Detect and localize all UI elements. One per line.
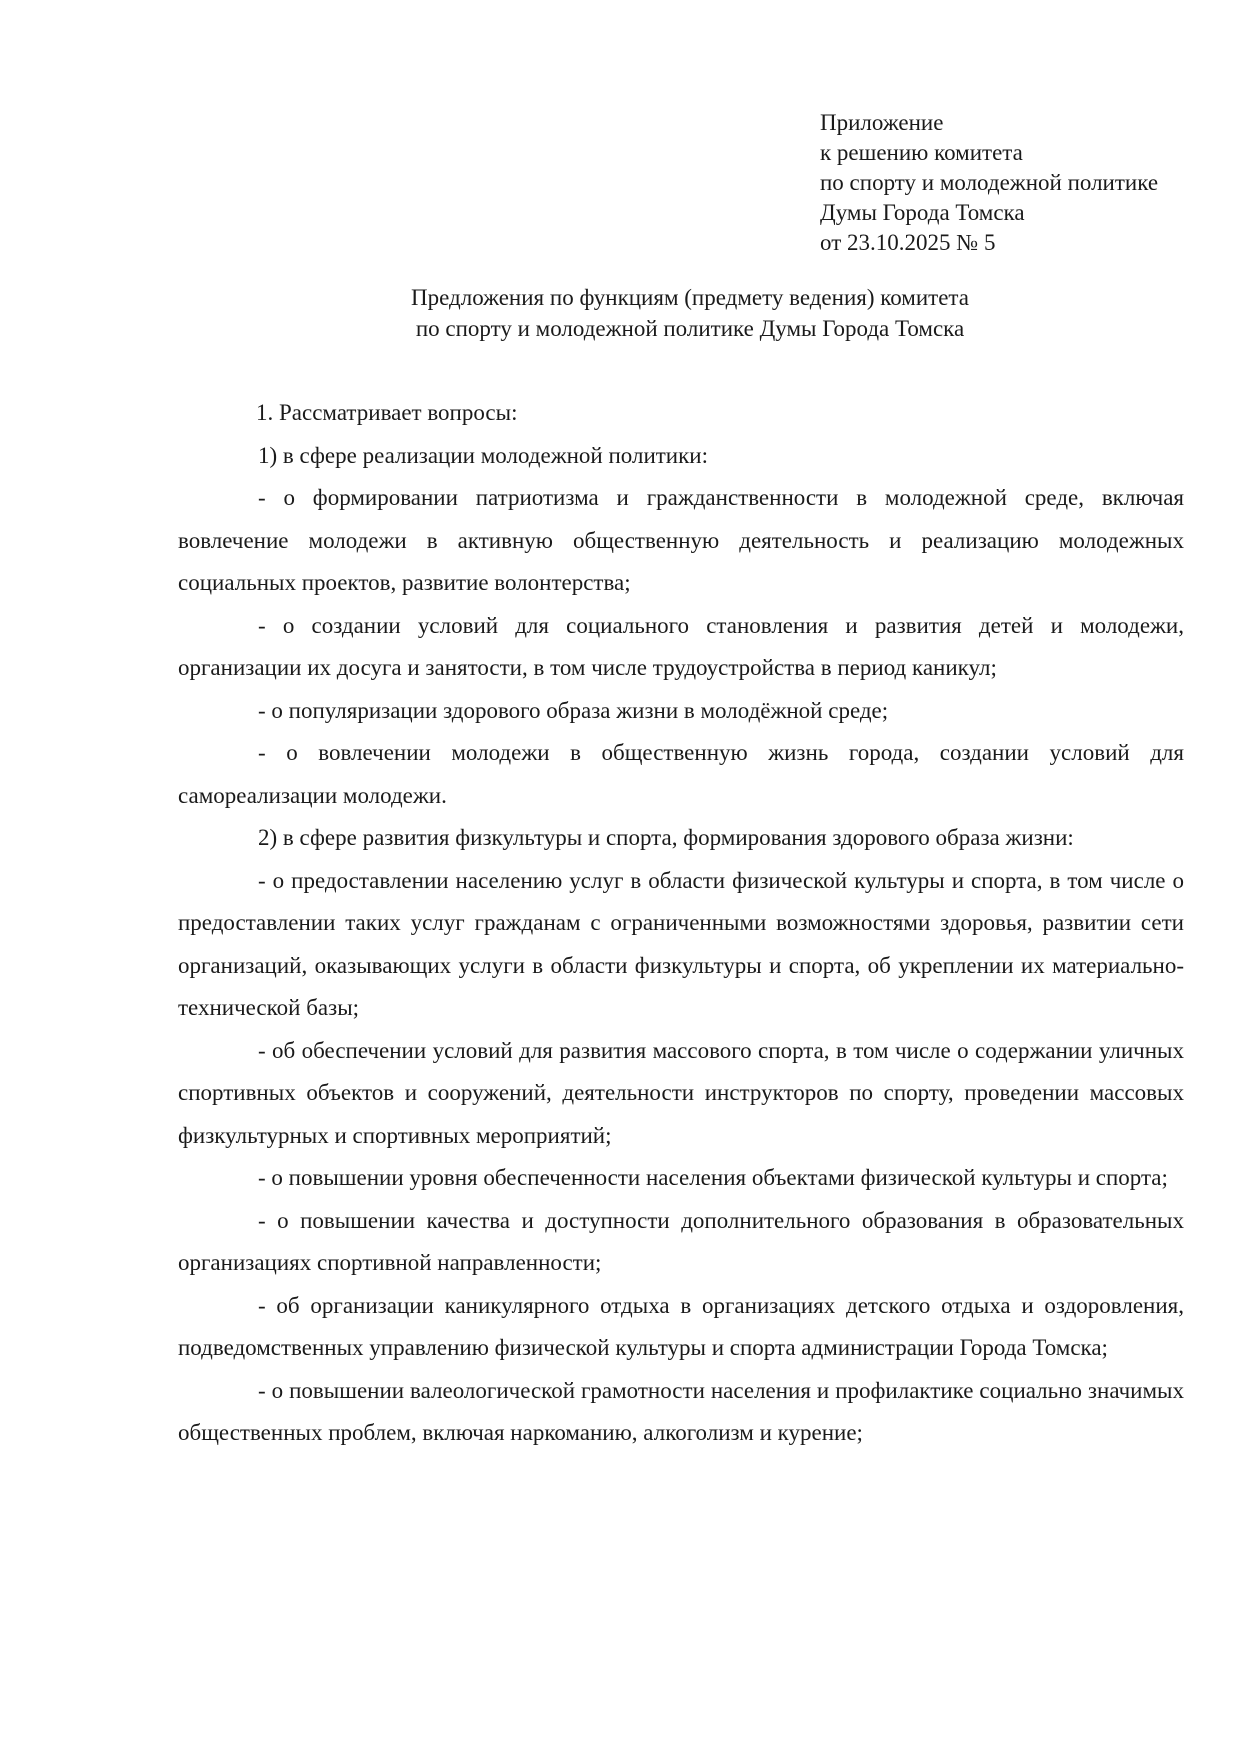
paragraph: - о формировании патриотизма и гражданственности в молодежной среде, включая вовлечение молодежи в активную общественную деятельность и реализацию молодежных социальных проектов, развитие волонтерства; [178, 485, 1184, 595]
paragraph: 1) в сфере реализации молодежной политики: [258, 442, 708, 468]
paragraph: - о предоставлении населению услуг в области физической культуры и спорта, в том числе о предоставлении таких услуг гражданам с ограниченными возможностями здоровья, развитии сети организаций, оказывающих услуги в области физкультуры и спорта, об укреплении их материально-технической базы; [178, 867, 1184, 1020]
paragraph: - об обеспечении условий для развития массового спорта, в том числе о содержании уличных спортивных объектов и сооружений, деятельности инструкторов по спорту, проведении массовых физкультурных и спортивных мероприятий; [178, 1037, 1184, 1148]
document-body [178, 392, 1184, 1455]
annex-date-line: от 23.10.2025 № 5 [820, 230, 996, 255]
annex-line: Приложение [820, 110, 944, 135]
paragraph: - о повышении валеологической грамотности населения и профилактике социально значимых общественных проблем, включая наркоманию, алкоголизм и курение; [178, 1377, 1184, 1445]
paragraph: - о повышении уровня обеспеченности населения объектами физической культуры и спорта; [258, 1165, 1168, 1190]
annex-line: по спорту и молодежной политике [820, 170, 1159, 195]
annex-line: к решению комитета [820, 140, 1023, 165]
paragraph: - о вовлечении молодежи в общественную жизнь города, создании условий для самореализации молодежи. [178, 740, 1184, 808]
annex-block [820, 108, 1158, 258]
paragraph: - о популяризации здорового образа жизни в молодёжной среде; [258, 697, 889, 723]
paragraph: 2) в сфере развития физкультуры и спорта, формирования здорового образа жизни: [258, 825, 1074, 850]
paragraph: 1. Рассматривает вопросы: [256, 400, 518, 425]
paragraph: - о повышении качества и доступности дополнительного образования в образовательных организациях спортивной направленности; [178, 1207, 1184, 1275]
document-title [300, 282, 1080, 344]
paragraph: - о создании условий для социального становления и развития детей и молодежи, организации их досуга и занятости, в том числе трудоустройства в период каникул; [178, 612, 1184, 680]
annex-line: Думы Города Томска [820, 200, 1025, 225]
title-line: Предложения по функциям (предмету ведения) комитета [411, 285, 969, 310]
title-line: по спорту и молодежной политике Думы Города Томска [415, 316, 965, 341]
paragraph: - об организации каникулярного отдыха в организациях детского отдыха и оздоровления, подведомственных управлению физической культуры и спорта администрации Города Томска; [178, 1292, 1184, 1360]
